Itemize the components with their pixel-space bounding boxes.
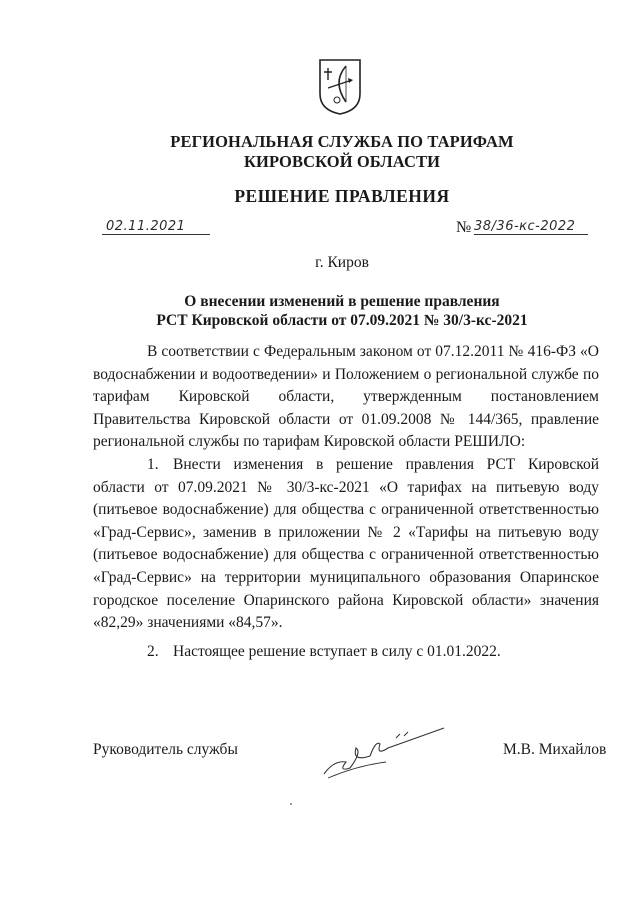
item-text: Настоящее решение вступает в силу с 01.01.2022. [173, 642, 501, 660]
signature-icon [316, 722, 452, 784]
coat-of-arms-icon [318, 58, 362, 116]
scan-speck [290, 803, 292, 805]
item-number: 2. [147, 642, 159, 660]
org-name-line1: РЕГИОНАЛЬНАЯ СЛУЖБА ПО ТАРИФАМ [170, 132, 514, 151]
signatory-position: Руководитель службы [93, 741, 238, 758]
preamble: В соответствии с Федеральным законом от 07.12.2011 № 416-ФЗ «О водоснабжении и водоотведении» и Положением о региональной службе по тарифам Кировской области, утвержденным постановлением Правительства Кировской области от 01.09.2008 № 144/365, правление региональной службы по тарифам Кировской области РЕШИЛО: [93, 343, 599, 451]
item-text: Внести изменения в решение правления РСТ Кировской области от 07.09.2021 № 30/3-кс-2021 «О тарифах на питьевую воду (питьевое водоснабжение) для общества с ограниченной ответственностью «Град-Сервис», заменив в приложении № 2 «Тарифы на питьевую воду (питьевое водоснабжение) для общества с ограниченной ответственностью «Град-Сервис» на территории муниципального образования Опаринское городское поселение Опаринского района Кировской области» значения «82,29» значениями «84,57». [93, 455, 599, 632]
org-name-line2: КИРОВСКОЙ ОБЛАСТИ [243, 152, 441, 171]
document-title: РЕШЕНИЕ ПРАВЛЕНИЯ [234, 186, 450, 206]
decision-items [93, 454, 599, 663]
item-number: 1. [147, 455, 159, 473]
document-date: 02.11.2021 [102, 219, 210, 235]
number-sign: № [456, 219, 472, 236]
subject-line1: О внесении изменений в решение правления [184, 293, 500, 310]
document-number: 38/36-кс-2022 [474, 219, 588, 235]
document-body [93, 341, 599, 663]
list-item [93, 641, 599, 664]
subject-line2: РСТ Кировской области от 07.09.2021 № 30/3-кс-2021 [156, 312, 528, 329]
city: г. Киров [315, 254, 369, 271]
list-item [93, 454, 599, 635]
signatory-name: М.В. Михайлов [503, 741, 607, 758]
